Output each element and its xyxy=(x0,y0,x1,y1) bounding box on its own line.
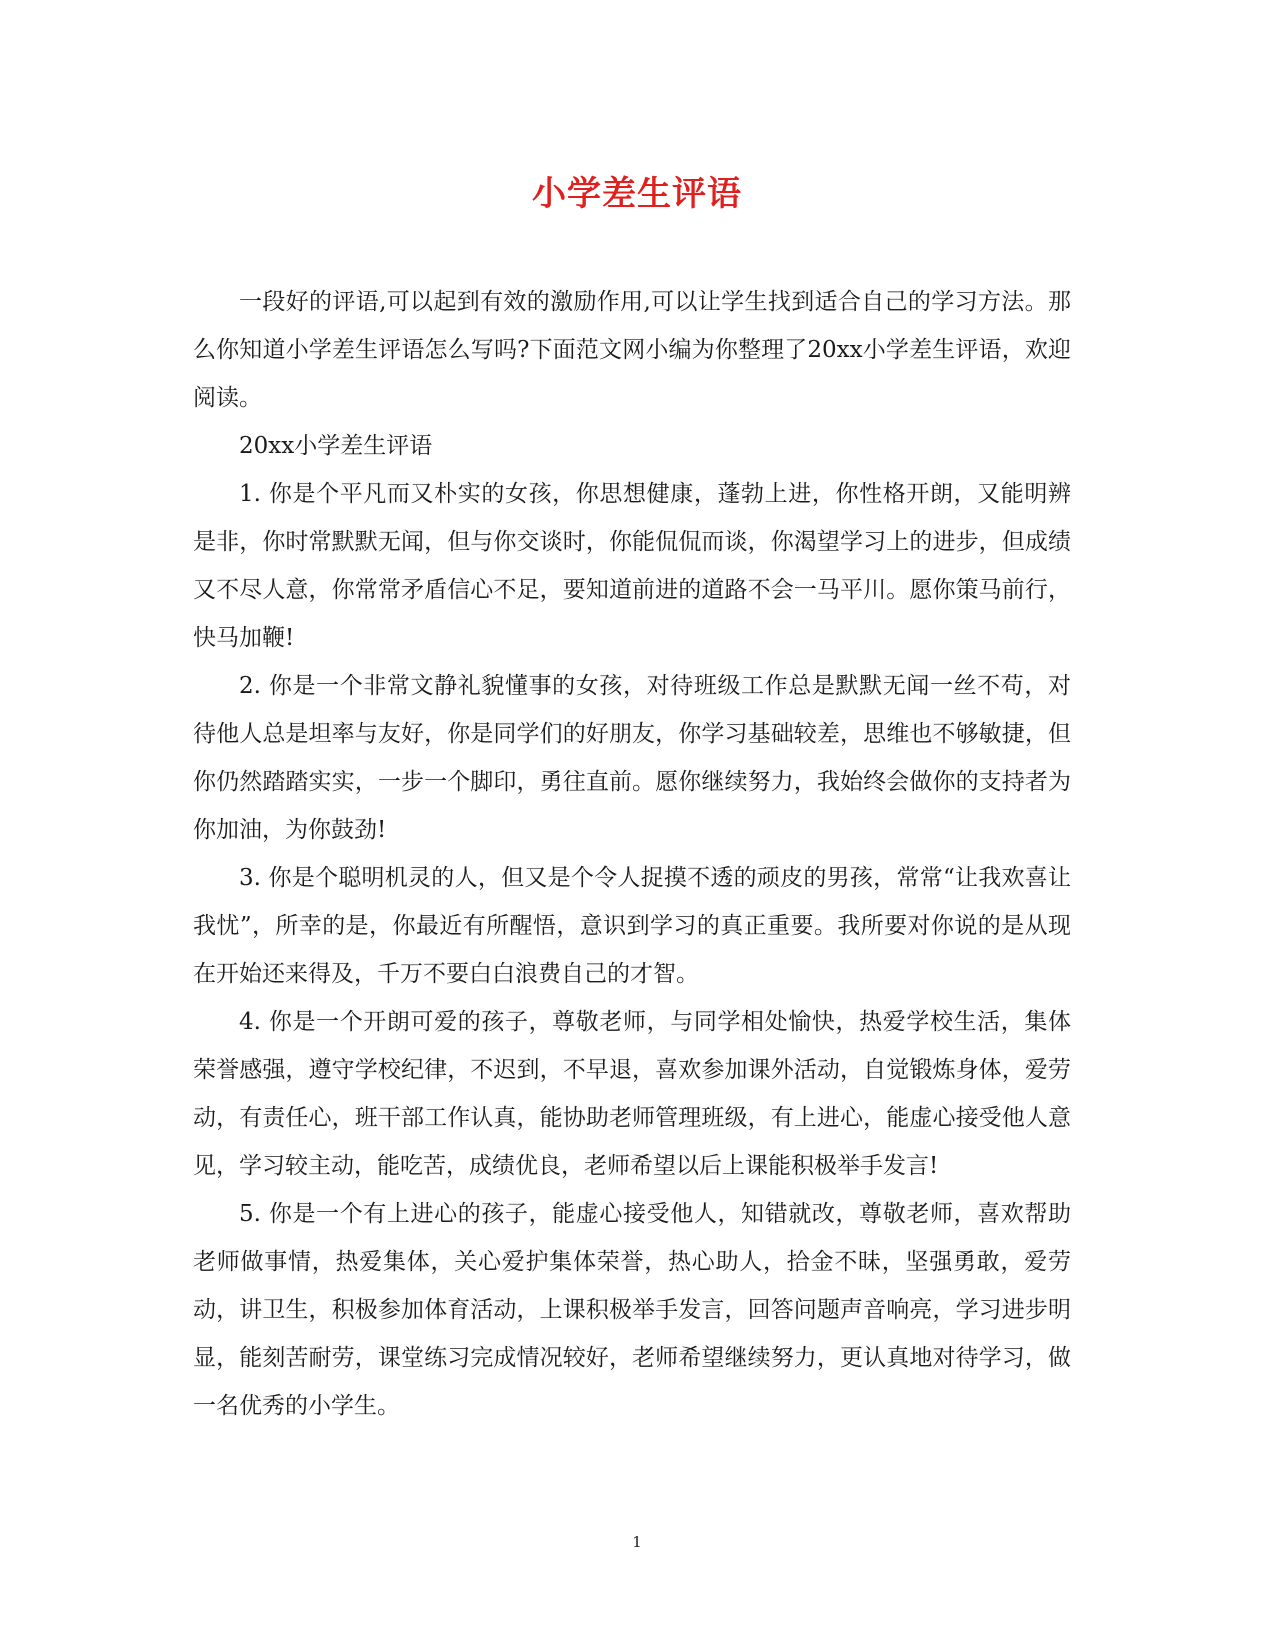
document-body xyxy=(193,278,1071,1430)
page-number: 1 xyxy=(632,1533,642,1551)
comment-paragraph-4: 4. 你是一个开朗可爱的孩子，尊敬老师，与同学相处愉快，热爱学校生活，集体荣誉感强，遵守学校纪律，不迟到，不早退，喜欢参加课外活动，自觉锻炼身体，爱劳动，有责任心，班干部工作认真，能协助老师管理班级，有上进心，能虚心接受他人意见，学习较主动，能吃苦，成绩优良，老师希望以后上课能积极举手发言! xyxy=(193,1009,1071,1179)
comment-paragraph-1: 1. 你是个平凡而又朴实的女孩，你思想健康，蓬勃上进，你性格开朗，又能明辨是非，你时常默默无闻，但与你交谈时，你能侃侃而谈，你渴望学习上的进步，但成绩又不尽人意，你常常矛盾信心不足，要知道前进的道路不会一马平川。愿你策马前行，快马加鞭! xyxy=(193,481,1071,651)
intro-paragraph: 一段好的评语,可以起到有效的激励作用,可以让学生找到适合自己的学习方法。那么你知道小学差生评语怎么写吗?下面范文网小编为你整理了20xx小学差生评语，欢迎阅读。 xyxy=(193,289,1071,411)
comment-paragraph-5: 5. 你是一个有上进心的孩子，能虚心接受他人，知错就改，尊敬老师，喜欢帮助老师做事情，热爱集体，关心爱护集体荣誉，热心助人，拾金不昧，坚强勇敢，爱劳动，讲卫生，积极参加体育活动，上课积极举手发言，回答问题声音响亮，学习进步明显，能刻苦耐劳，课堂练习完成情况较好，老师希望继续努力，更认真地对待学习，做一名优秀的小学生。 xyxy=(193,1201,1071,1419)
section-heading: 20xx小学差生评语 xyxy=(239,433,433,459)
comment-paragraph-2: 2. 你是一个非常文静礼貌懂事的女孩，对待班级工作总是默默无闻一丝不苟，对待他人总是坦率与友好，你是同学们的好朋友，你学习基础较差，思维也不够敏捷，但你仍然踏踏实实，一步一个脚印，勇往直前。愿你继续努力，我始终会做你的支持者为你加油，为你鼓劲! xyxy=(193,673,1071,843)
document-title: 小学差生评语 xyxy=(532,174,742,214)
comment-paragraph-3: 3. 你是个聪明机灵的人，但又是个令人捉摸不透的顽皮的男孩，常常“让我欢喜让我忧”，所幸的是，你最近有所醒悟，意识到学习的真正重要。我所要对你说的是从现在开始还来得及，千万不要白白浪费自己的才智。 xyxy=(193,865,1071,987)
